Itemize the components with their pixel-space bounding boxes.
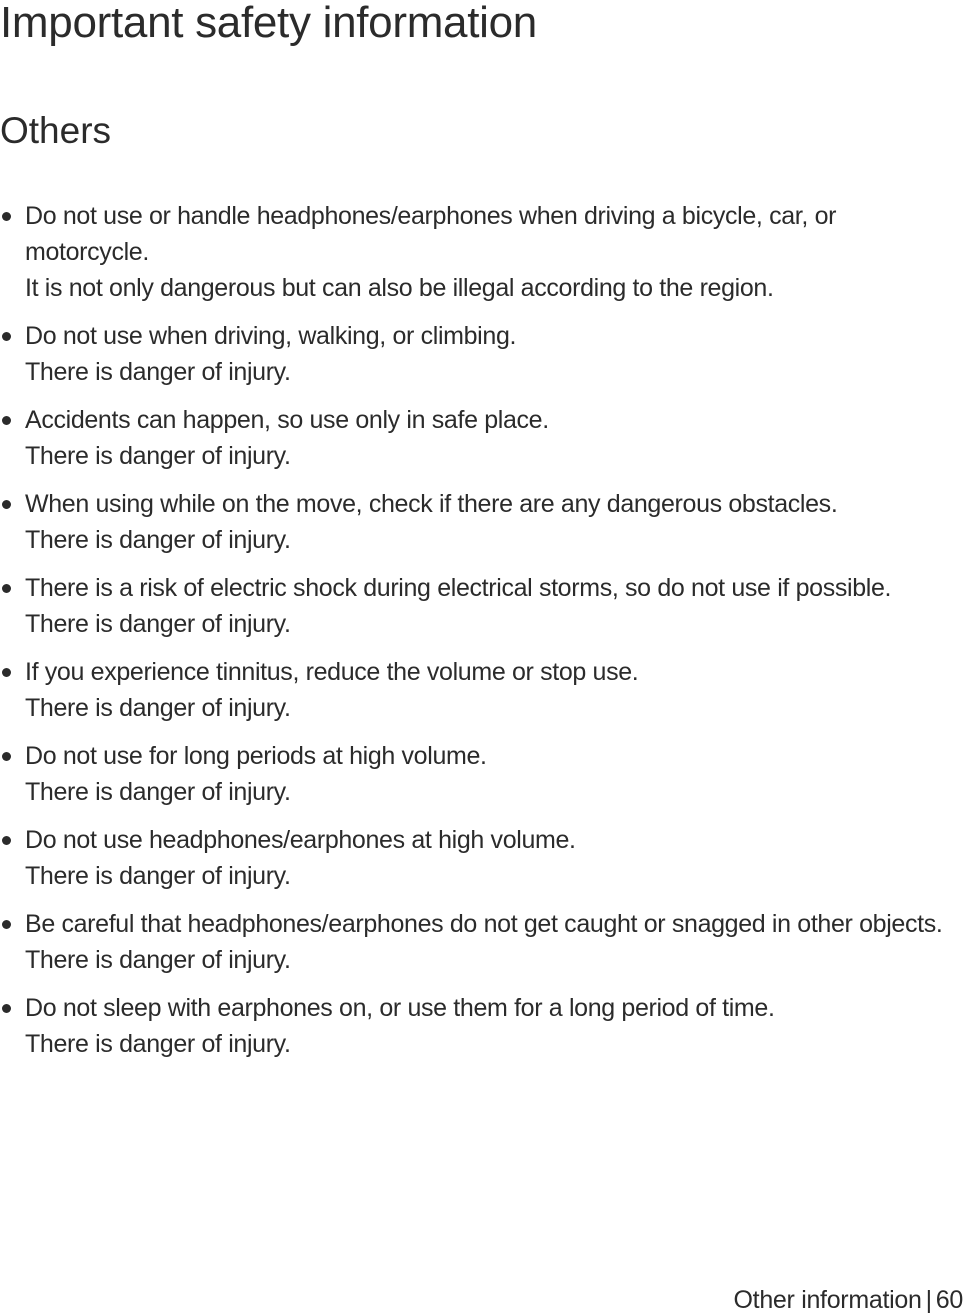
bullet-icon — [2, 212, 11, 221]
item-note: There is danger of injury. — [25, 946, 291, 974]
page-footer — [734, 1285, 963, 1316]
bullet-icon — [2, 1004, 11, 1013]
page-title: Important safety information — [0, 0, 537, 47]
bullet-icon — [2, 332, 11, 341]
item-note: There is danger of injury. — [25, 862, 291, 890]
item-note: There is danger of injury. — [25, 526, 291, 554]
item-text: There is a risk of electric shock during electrical storms, so do not use if possible. — [25, 574, 892, 602]
list-item — [0, 486, 950, 558]
list-item — [0, 402, 950, 474]
footer-separator: | — [925, 1286, 932, 1314]
list-item — [0, 738, 950, 810]
list-item — [0, 318, 950, 390]
item-text: Do not use for long periods at high volume. — [25, 742, 487, 770]
safety-list — [0, 198, 950, 1074]
item-note: There is danger of injury. — [25, 442, 291, 470]
bullet-icon — [2, 584, 11, 593]
item-text: Do not use when driving, walking, or climbing. — [25, 322, 517, 350]
section-heading: Others — [0, 110, 112, 151]
bullet-icon — [2, 836, 11, 845]
footer-section-label: Other information — [733, 1286, 922, 1314]
item-text: When using while on the move, check if there are any dangerous obstacles. — [25, 490, 838, 518]
list-item — [0, 822, 950, 894]
list-item — [0, 990, 950, 1062]
page-number: 60 — [935, 1286, 963, 1314]
bullet-icon — [2, 752, 11, 761]
item-text: Do not sleep with earphones on, or use them for a long period of time. — [25, 994, 775, 1022]
bullet-icon — [2, 416, 11, 425]
item-note: There is danger of injury. — [25, 1030, 291, 1058]
bullet-icon — [2, 500, 11, 509]
item-note: There is danger of injury. — [25, 778, 291, 806]
item-note: There is danger of injury. — [25, 694, 291, 722]
list-item — [0, 906, 950, 978]
item-note: There is danger of injury. — [25, 358, 291, 386]
item-text: Be careful that headphones/earphones do not get caught or snagged in other objects. — [25, 910, 943, 938]
item-text: Do not use headphones/earphones at high volume. — [25, 826, 576, 854]
item-note: It is not only dangerous but can also be illegal according to the region. — [25, 274, 774, 302]
item-text: If you experience tinnitus, reduce the volume or stop use. — [25, 658, 639, 686]
item-text: Accidents can happen, so use only in safe place. — [25, 406, 549, 434]
list-item — [0, 570, 950, 642]
item-text: Do not use or handle headphones/earphones when driving a bicycle, car, or motorcycle. — [25, 202, 837, 266]
item-note: There is danger of injury. — [25, 610, 291, 638]
bullet-icon — [2, 668, 11, 677]
list-item — [0, 654, 950, 726]
list-item — [0, 198, 950, 306]
bullet-icon — [2, 920, 11, 929]
